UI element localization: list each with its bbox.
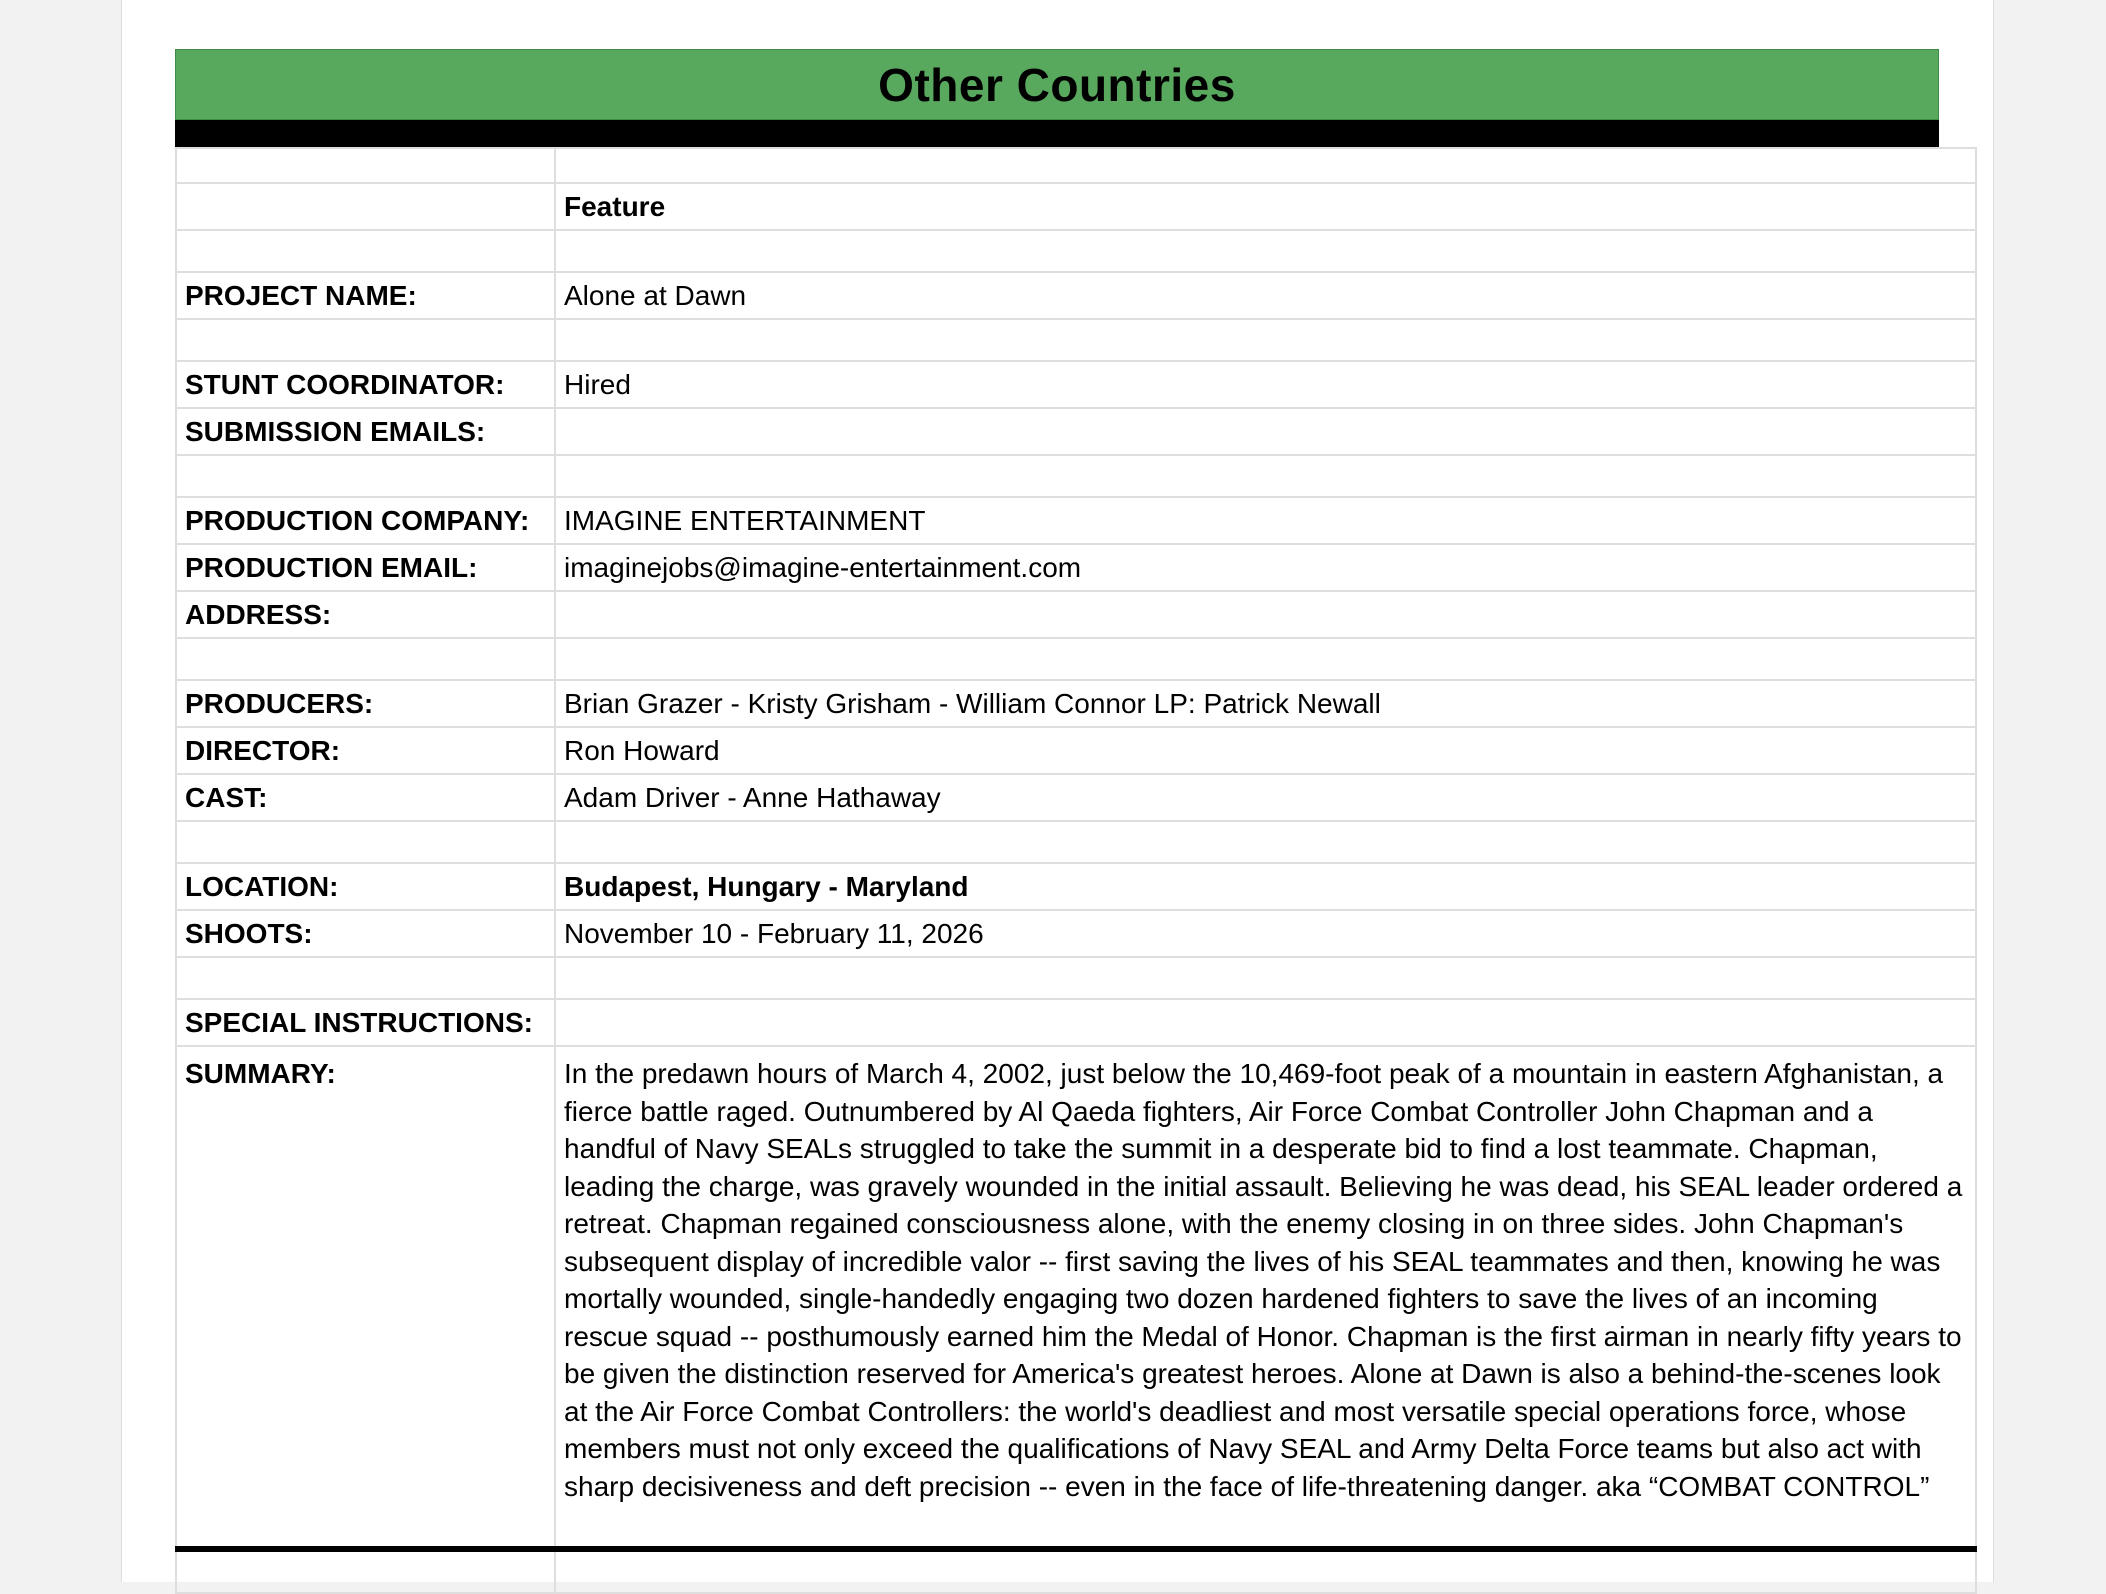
submission-emails-label: SUBMISSION EMAILS: (176, 408, 555, 455)
location-row (176, 863, 1976, 910)
cell (176, 230, 555, 272)
cell (176, 148, 555, 183)
special-instructions-row (176, 999, 1976, 1046)
cell (176, 821, 555, 863)
director-row (176, 727, 1976, 774)
production-company-label: PRODUCTION COMPANY: (176, 497, 555, 544)
type-row (176, 183, 1976, 230)
cell (176, 183, 555, 230)
project-details-table (175, 147, 1977, 1594)
document-page (121, 0, 1994, 1582)
cell (176, 319, 555, 361)
blank-row (176, 821, 1976, 863)
production-email-row (176, 544, 1976, 591)
blank-row (176, 638, 1976, 680)
producers-row (176, 680, 1976, 727)
stunt-coordinator-row (176, 361, 1976, 408)
special-instructions-value (555, 999, 1976, 1046)
director-label: DIRECTOR: (176, 727, 555, 774)
cell (555, 1549, 1976, 1593)
summary-label: SUMMARY: (176, 1046, 555, 1549)
cell (555, 957, 1976, 999)
cell (176, 957, 555, 999)
production-email-label: PRODUCTION EMAIL: (176, 544, 555, 591)
project-name-value: Alone at Dawn (555, 272, 1976, 319)
stunt-coordinator-label: STUNT COORDINATOR: (176, 361, 555, 408)
cell (555, 319, 1976, 361)
cell (555, 638, 1976, 680)
cell (176, 638, 555, 680)
project-type: Feature (555, 183, 1976, 230)
project-name-row (176, 272, 1976, 319)
blank-row (176, 319, 1976, 361)
special-instructions-label: SPECIAL INSTRUCTIONS: (176, 999, 555, 1046)
address-row (176, 591, 1976, 638)
producers-label: PRODUCERS: (176, 680, 555, 727)
production-company-value: IMAGINE ENTERTAINMENT (555, 497, 1976, 544)
address-value (555, 591, 1976, 638)
location-value: Budapest, Hungary - Maryland (555, 863, 1976, 910)
cell (555, 148, 1976, 183)
cell (555, 230, 1976, 272)
cast-value: Adam Driver - Anne Hathaway (555, 774, 1976, 821)
project-name-label: PROJECT NAME: (176, 272, 555, 319)
production-company-row (176, 497, 1976, 544)
blank-row (176, 1549, 1976, 1593)
shoots-label: SHOOTS: (176, 910, 555, 957)
stunt-coordinator-value: Hired (555, 361, 1976, 408)
blank-row (176, 230, 1976, 272)
cast-label: CAST: (176, 774, 555, 821)
summary-row (176, 1046, 1976, 1549)
director-value: Ron Howard (555, 727, 1976, 774)
header-divider-bar (175, 120, 1939, 147)
address-label: ADDRESS: (176, 591, 555, 638)
blank-row (176, 957, 1976, 999)
cell (176, 1549, 555, 1593)
production-email-value: imaginejobs@imagine-entertainment.com (555, 544, 1976, 591)
spreadsheet (175, 49, 1963, 1594)
cell (555, 455, 1976, 497)
section-header (175, 49, 1939, 120)
summary-value: In the predawn hours of March 4, 2002, just below the 10,469-foot peak of a mountain in eastern Afghanistan, a fierce battle raged. Outnumbered by Al Qaeda fighters, Air Force Combat Controller John Chapman and a handful of Navy SEALs struggled to take the summit in a desperate bid to find a lost teammate. Chapman, leading the charge, was gravely wounded in the initial assault. Believing he was dead, his SEAL leader ordered a retreat. Chapman regained consciousness alone, with the enemy closing in on three sides. John Chapman's subsequent display of incredible valor -- first saving the lives of his SEAL teammates and then, knowing he was mortally wounded, single-handedly engaging two dozen hardened fighters to save the lives of an incoming rescue squad -- posthumously earned him the Medal of Honor. Chapman is the first airman in nearly fifty years to be given the distinction reserved for America's greatest heroes. Alone at Dawn is also a behind-the-scenes look at the Air Force Combat Controllers: the world's deadliest and most versatile special operations force, whose members must not only exceed the qualifications of Navy SEAL and Army Delta Force teams but also act with sharp decisiveness and deft precision -- even in the face of life-threatening danger. aka “COMBAT CONTROL” (555, 1046, 1976, 1549)
section-title: Other Countries (878, 58, 1236, 111)
shoots-value: November 10 - February 11, 2026 (555, 910, 1976, 957)
producers-value: Brian Grazer - Kristy Grisham - William Connor LP: Patrick Newall (555, 680, 1976, 727)
cell (176, 455, 555, 497)
submission-emails-value (555, 408, 1976, 455)
blank-row (176, 455, 1976, 497)
location-label: LOCATION: (176, 863, 555, 910)
cell (555, 821, 1976, 863)
shoots-row (176, 910, 1976, 957)
submission-emails-row (176, 408, 1976, 455)
blank-row (176, 148, 1976, 183)
cast-row (176, 774, 1976, 821)
